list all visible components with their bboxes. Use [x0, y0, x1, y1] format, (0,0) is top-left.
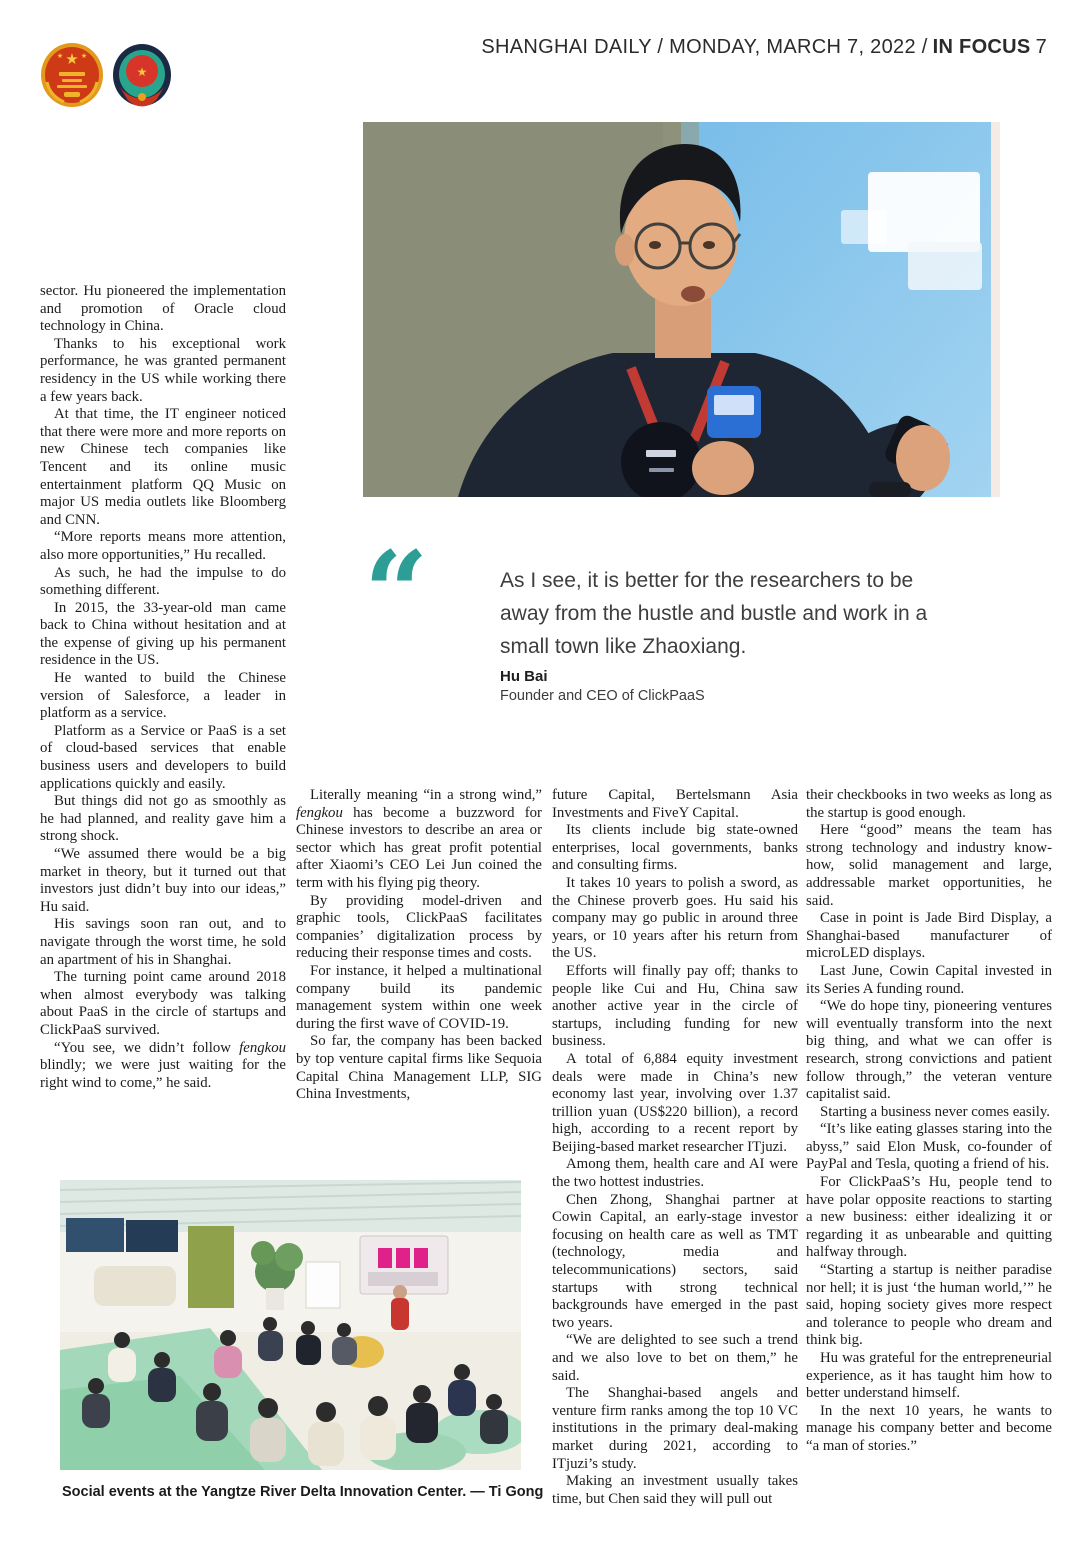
paragraph: “We do hope tiny, pioneering ventures will eventually transform into the next big thing, and what we can offer is research, strong convictions and patient follow through,” the veteran venture capitalist said.	[806, 998, 1052, 1103]
paragraph: As such, he had the impulse to do something different.	[40, 564, 286, 599]
paragraph: The Shanghai-based angels and venture firm ranks among the top 10 VC institutions in the primary deal-making market during 2021, according to ITjuzi’s study.	[552, 1385, 798, 1472]
paragraph: In 2015, the 33-year-old man came back to China without hesitation and at the expense of giving up his permanent residence in the US.	[40, 599, 286, 669]
paragraph: So far, the company has been backed by top venture capital firms like Sequoia Capital China Management LLP, SIG China Investments,	[296, 1033, 542, 1103]
section-title: IN FOCUS	[932, 36, 1031, 58]
speaker-photo	[363, 122, 1000, 497]
paragraph: By providing model-driven and graphic tools, ClickPaaS facilitates companies’ digitalization process by reducing their response times and costs.	[296, 892, 542, 962]
paragraph: sector. Hu pioneered the implementation and promotion of Oracle cloud technology in China.	[40, 283, 286, 335]
paragraph: Starting a business never comes easily.	[820, 1103, 1050, 1120]
article-column-2	[296, 787, 542, 1145]
paragraph: A total of 6,884 equity investment deals were made in China’s new economy last year, involving over 1.37 trillion yuan (US$220 billion), a record high, according to a recent report by Beijing-based market researcher ITjuzi.	[552, 1050, 798, 1155]
paragraph: Chen Zhong, Shanghai partner at Cowin Capital, an early-stage investor focusing on health care as well as TMT (technology, media and telecommunications) sectors, said startups with strong technical backgrounds have emerged in the past two years.	[552, 1191, 798, 1331]
photo-caption: Social events at the Yangtze River Delta Innovation Center. — Ti Gong	[62, 1484, 544, 1500]
paragraph: Efforts will finally pay off; thanks to people like Cui and Hu, China saw another active year in the circle of startups, including funding for new business.	[552, 962, 798, 1050]
cppcc-emblem-icon	[112, 42, 172, 113]
paragraph: Thanks to his exceptional work performance, he was granted permanent residency in the US while working there a few years back.	[40, 335, 286, 405]
paragraph: Last June, Cowin Capital invested in its Series A funding round.	[806, 962, 1052, 997]
paragraph: their checkbooks in two weeks as long as the startup is good enough.	[806, 787, 1052, 821]
svg-text:★: ★	[80, 52, 88, 60]
paragraph: His savings soon ran out, and to navigate through the worst time, he sold an apartment of his in Shanghai.	[40, 916, 286, 968]
paragraph: “We assumed there would be a big market in theory, but it turned out that investors just didn’t buy into our ideas,” Hu said.	[40, 846, 286, 915]
paragraph: Platform as a Service or PaaS is a set of cloud-based services that enable business users and developers to build applications quickly and easily.	[40, 722, 286, 792]
paragraph: Among them, health care and AI were the two hottest industries.	[552, 1156, 798, 1191]
quote-author: Hu Bai	[500, 668, 548, 685]
quote-author-title: Founder and CEO of ClickPaaS	[500, 688, 705, 704]
china-national-emblem-icon	[40, 42, 104, 113]
speaker-photo-scene	[363, 122, 1000, 497]
paragraph: For instance, it helped a multinational company build its pandemic management system within one week during the first wave of COVID-19.	[296, 962, 542, 1032]
paragraph: But things did not go as smoothly as he had planned, and reality gave him a strong shock.	[40, 793, 286, 845]
article-column-3	[552, 787, 798, 1535]
paragraph: Literally meaning “in a strong wind,” fengkou has become a buzzword for Chinese investors to describe an area or sector which has great profit potential after Xiaomi’s CEO Lei Jun coined the term with his flying pig theory.	[296, 787, 542, 891]
masthead-date: SHANGHAI DAILY / MONDAY, MARCH 7, 2022 /	[481, 36, 928, 58]
svg-text:★: ★	[136, 65, 148, 79]
event-photo	[60, 1180, 521, 1470]
paragraph: “You see, we didn’t follow fengkou blindly; we were just waiting for the right wind to come,” he said.	[40, 1039, 286, 1091]
masthead	[481, 36, 1047, 59]
paragraph: He wanted to build the Chinese version of Salesforce, a leader in platform as a service.	[40, 670, 286, 722]
paragraph: Hu was grateful for the entrepreneurial experience, as it has taught him how to better understand himself.	[806, 1350, 1052, 1402]
paragraph: It takes 10 years to polish a sword, as the Chinese proverb goes. Hu said his company may go public in around three years, or 10 years after his return from the US.	[552, 874, 798, 962]
paragraph: For ClickPaaS’s Hu, people tend to have polar opposite reactions to starting a new business: either idealizing it or regarding it as unbearable and quitting halfway through.	[806, 1174, 1052, 1261]
paragraph: Here “good” means the team has strong technology and industry know-how, solid management and large, addressable market opportunities, he said.	[806, 822, 1052, 909]
svg-text:★: ★	[56, 52, 64, 60]
paragraph: Case in point is Jade Bird Display, a Shanghai-based manufacturer of microLED displays.	[806, 910, 1052, 962]
paragraph: “It’s like eating glasses staring into the abyss,” said Elon Musk, co-founder of PayPal and Tesla, quoting a friend of his.	[806, 1121, 1052, 1173]
paragraph: The turning point came around 2018 when almost everybody was talking about PaaS in the circle of startups and ClickPaaS survived.	[40, 969, 286, 1038]
article-column-4	[806, 787, 1052, 1535]
page-number: 7	[1035, 36, 1047, 58]
pull-quote-text: As I see, it is better for the researchers to be away from the hustle and bustle and work in a small town like Zhaoxiang.	[500, 569, 928, 658]
paragraph: Its clients include big state-owned enterprises, local governments, banks and consulting firms.	[552, 822, 798, 874]
paragraph: Making an investment usually takes time, but Chen said they will pull out	[552, 1473, 798, 1507]
paragraph: future Capital, Bertelsmann Asia Investments and FiveY Capital.	[552, 787, 798, 821]
paragraph: “We are delighted to see such a trend and we also love to bet on them,” he said.	[552, 1332, 798, 1384]
event-photo-scene	[60, 1180, 521, 1470]
paragraph: At that time, the IT engineer noticed that there were more and more reports on new Chinese tech companies like Tencent and its online music entertainment platform QQ Music on major US media outlets like Bloomberg and CNN.	[40, 406, 286, 528]
quote-mark-icon: “	[364, 528, 423, 659]
svg-text:★: ★	[65, 50, 79, 68]
article-column-1	[40, 283, 286, 1149]
paragraph: In the next 10 years, he wants to manage his company better and become “a man of stories.”	[806, 1402, 1052, 1454]
paragraph: “Starting a startup is neither paradise nor hell; it is just ‘the human world,’” he said, hoping society gives more respect and tolerance to people who dream and think big.	[806, 1262, 1052, 1349]
paragraph: “More reports means more attention, also more opportunities,” Hu recalled.	[40, 529, 286, 563]
